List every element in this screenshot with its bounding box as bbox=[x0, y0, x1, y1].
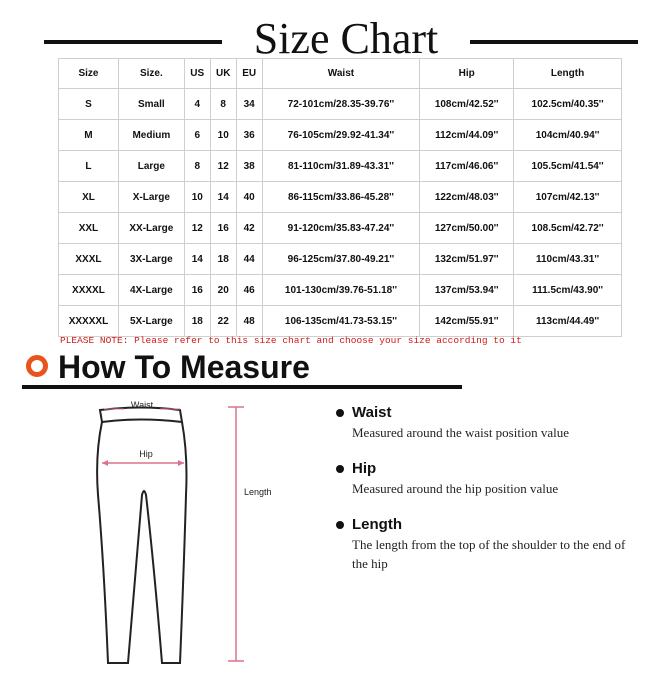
table-cell: 20 bbox=[210, 275, 236, 306]
table-cell: Large bbox=[118, 151, 184, 182]
table-cell: 38 bbox=[236, 151, 262, 182]
table-cell: 18 bbox=[184, 306, 210, 337]
table-cell: 137cm/53.94'' bbox=[420, 275, 514, 306]
table-cell: 12 bbox=[184, 213, 210, 244]
bullet-icon bbox=[336, 465, 344, 473]
table-cell: 117cm/46.06'' bbox=[420, 151, 514, 182]
table-cell: XXXL bbox=[59, 244, 119, 275]
leggings-outline bbox=[97, 408, 186, 664]
measure-heading: Waist bbox=[352, 404, 392, 421]
table-cell: 10 bbox=[184, 182, 210, 213]
measure-description: Measured around the waist position value bbox=[352, 425, 569, 440]
table-cell: 112cm/44.09'' bbox=[420, 120, 514, 151]
table-cell: 16 bbox=[210, 213, 236, 244]
hip-measure bbox=[102, 449, 184, 466]
column-header: Waist bbox=[262, 59, 420, 89]
table-cell: 91-120cm/35.83-47.24'' bbox=[262, 213, 420, 244]
table-cell: 8 bbox=[184, 151, 210, 182]
list-item bbox=[336, 460, 636, 498]
table-cell: 22 bbox=[210, 306, 236, 337]
measure-heading: Length bbox=[352, 516, 402, 533]
table-row bbox=[59, 89, 622, 120]
list-item bbox=[336, 516, 636, 573]
list-item bbox=[336, 404, 636, 442]
column-header: Size. bbox=[118, 59, 184, 89]
how-to-measure-header bbox=[22, 348, 472, 390]
table-cell: 6 bbox=[184, 120, 210, 151]
measure-description: The length from the top of the shoulder to the end of the hip bbox=[352, 537, 626, 571]
table-cell: 101-130cm/39.76-51.18'' bbox=[262, 275, 420, 306]
table-cell: 36 bbox=[236, 120, 262, 151]
column-header: Hip bbox=[420, 59, 514, 89]
table-cell: 44 bbox=[236, 244, 262, 275]
table-cell: Medium bbox=[118, 120, 184, 151]
table-cell: XX-Large bbox=[118, 213, 184, 244]
column-header: Length bbox=[514, 59, 622, 89]
column-header: US bbox=[184, 59, 210, 89]
table-header-row bbox=[59, 59, 622, 89]
table-cell: 10 bbox=[210, 120, 236, 151]
table-cell: 8 bbox=[210, 89, 236, 120]
table-cell: 113cm/44.49'' bbox=[514, 306, 622, 337]
table-cell: 127cm/50.00'' bbox=[420, 213, 514, 244]
table-cell: L bbox=[59, 151, 119, 182]
table-cell: 96-125cm/37.80-49.21'' bbox=[262, 244, 420, 275]
section-rule bbox=[22, 385, 462, 389]
table-row bbox=[59, 182, 622, 213]
table-cell: 122cm/48.03'' bbox=[420, 182, 514, 213]
table-cell: X-Large bbox=[118, 182, 184, 213]
bullet-icon bbox=[336, 409, 344, 417]
length-measure bbox=[228, 407, 272, 661]
leggings-measure-diagram bbox=[80, 395, 310, 675]
table-row bbox=[59, 213, 622, 244]
table-cell: 46 bbox=[236, 275, 262, 306]
size-note: PLEASE NOTE: Please refer to this size chart and choose your size according to it bbox=[60, 335, 522, 346]
title-rule-left bbox=[44, 40, 222, 44]
table-cell: 105.5cm/41.54'' bbox=[514, 151, 622, 182]
waist-label: Waist bbox=[130, 400, 154, 410]
column-header: EU bbox=[236, 59, 262, 89]
waist-measure bbox=[104, 400, 180, 410]
table-cell: XXXXXL bbox=[59, 306, 119, 337]
table-row bbox=[59, 306, 622, 337]
table-cell: 4X-Large bbox=[118, 275, 184, 306]
table-cell: 81-110cm/31.89-43.31'' bbox=[262, 151, 420, 182]
table-cell: 4 bbox=[184, 89, 210, 120]
table-row bbox=[59, 275, 622, 306]
table-cell: 14 bbox=[184, 244, 210, 275]
table-cell: 104cm/40.94'' bbox=[514, 120, 622, 151]
column-header: UK bbox=[210, 59, 236, 89]
measure-list bbox=[336, 404, 636, 591]
table-cell: 5X-Large bbox=[118, 306, 184, 337]
table-cell: 132cm/51.97'' bbox=[420, 244, 514, 275]
table-cell: 111.5cm/43.90'' bbox=[514, 275, 622, 306]
table-cell: S bbox=[59, 89, 119, 120]
table-cell: 108cm/42.52'' bbox=[420, 89, 514, 120]
table-cell: 142cm/55.91'' bbox=[420, 306, 514, 337]
table-cell: 34 bbox=[236, 89, 262, 120]
table-cell: 48 bbox=[236, 306, 262, 337]
column-header: Size bbox=[59, 59, 119, 89]
table-cell: XXXXL bbox=[59, 275, 119, 306]
table-cell: 86-115cm/33.86-45.28'' bbox=[262, 182, 420, 213]
section-title: How To Measure bbox=[58, 349, 310, 385]
table-cell: 108.5cm/42.72'' bbox=[514, 213, 622, 244]
length-label: Length bbox=[244, 487, 272, 497]
table-row bbox=[59, 120, 622, 151]
table-cell: 16 bbox=[184, 275, 210, 306]
measure-heading: Hip bbox=[352, 460, 377, 477]
table-cell: XXL bbox=[59, 213, 119, 244]
title-rule-right bbox=[470, 40, 638, 44]
table-cell: 107cm/42.13'' bbox=[514, 182, 622, 213]
table-cell: Small bbox=[118, 89, 184, 120]
table-cell: XL bbox=[59, 182, 119, 213]
table-cell: 72-101cm/28.35-39.76'' bbox=[262, 89, 420, 120]
size-table bbox=[58, 58, 622, 337]
table-cell: 3X-Large bbox=[118, 244, 184, 275]
table-cell: 42 bbox=[236, 213, 262, 244]
table-cell: 18 bbox=[210, 244, 236, 275]
table-cell: 40 bbox=[236, 182, 262, 213]
table-cell: 12 bbox=[210, 151, 236, 182]
hip-label: Hip bbox=[139, 449, 153, 459]
table-row bbox=[59, 151, 622, 182]
table-cell: 102.5cm/40.35'' bbox=[514, 89, 622, 120]
table-cell: 110cm/43.31'' bbox=[514, 244, 622, 275]
table-cell: 106-135cm/41.73-53.15'' bbox=[262, 306, 420, 337]
table-cell: M bbox=[59, 120, 119, 151]
circle-bullet-icon bbox=[26, 355, 48, 377]
bullet-icon bbox=[336, 521, 344, 529]
page-title: Size Chart bbox=[253, 14, 439, 63]
table-row bbox=[59, 244, 622, 275]
measure-description: Measured around the hip position value bbox=[352, 481, 559, 496]
table-cell: 14 bbox=[210, 182, 236, 213]
table-cell: 76-105cm/29.92-41.34'' bbox=[262, 120, 420, 151]
